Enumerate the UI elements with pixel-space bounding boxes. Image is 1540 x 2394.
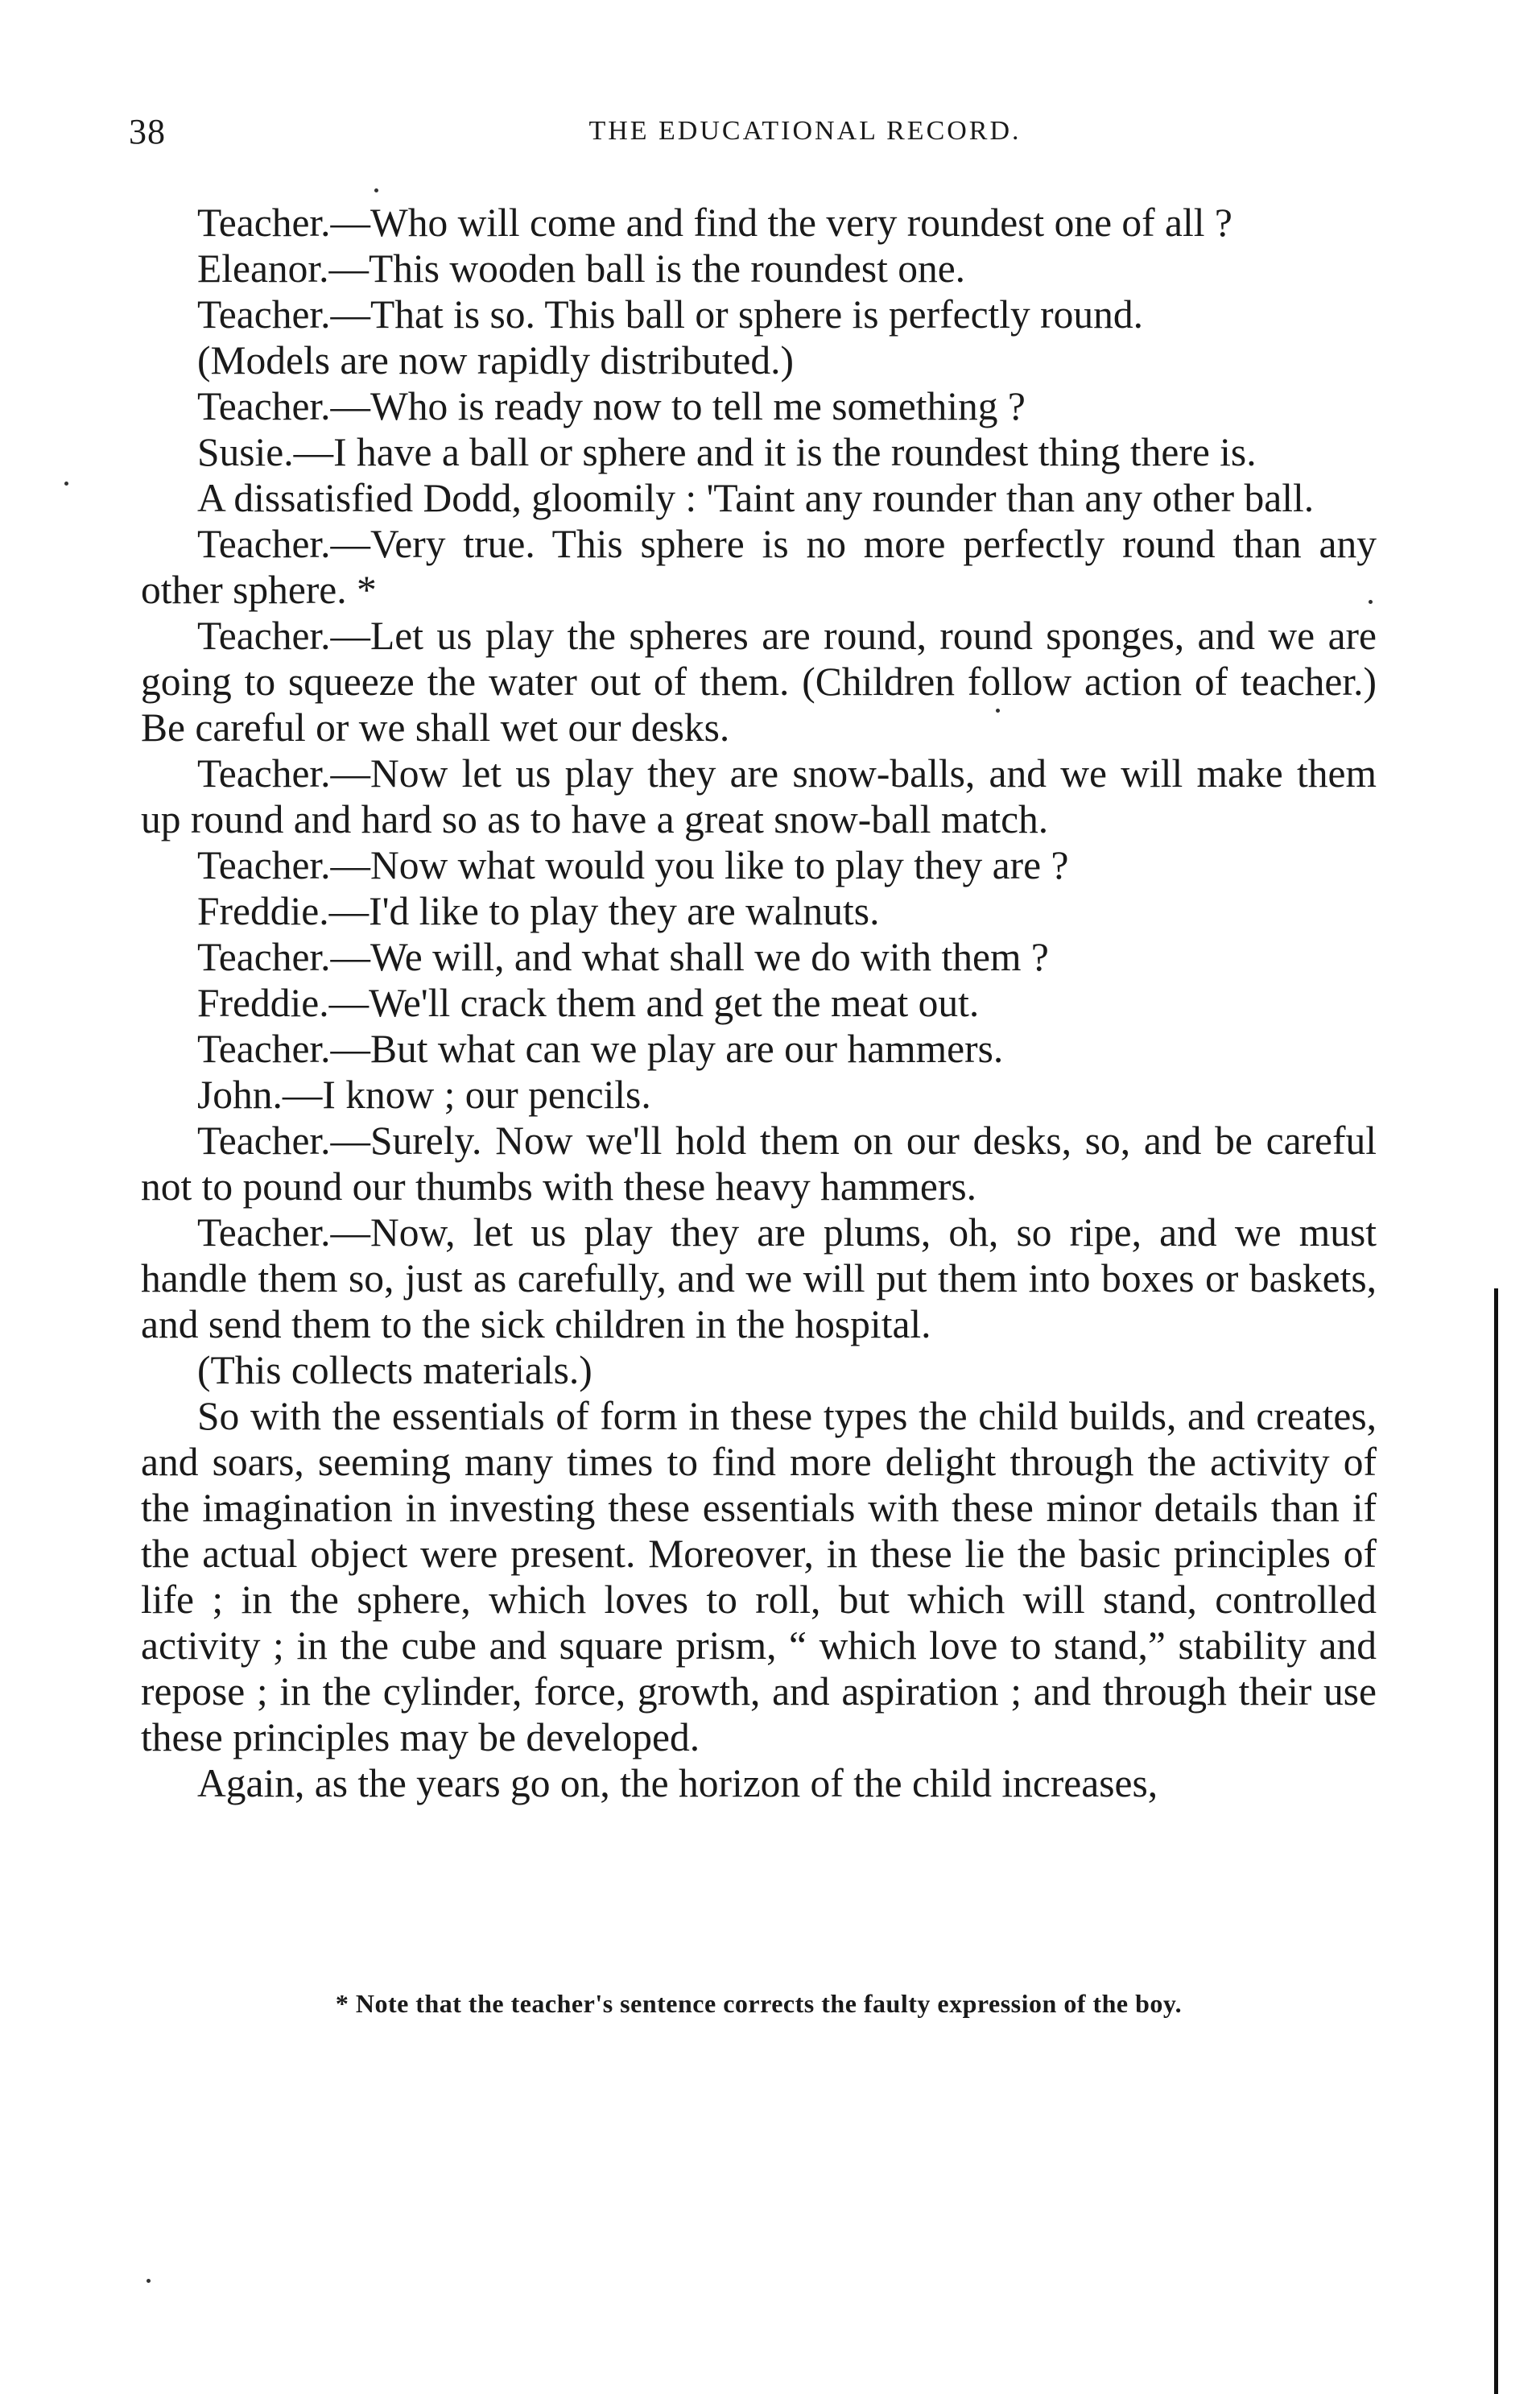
paragraph: So with the essentials of form in these types the child builds, and creates, and soars, seeming many times to find more delight through the activity of the imagination in investing these essentials with these minor details than if the actual object were present. Moreover, in these lie the basic principles of life ; in the sphere, which loves to roll, but which will stand, controlled activity ; in the cube and square prism, “ which love to stand,” stability and repose ; in the cylinder, force, growth, and aspiration ; and through their use these principles may be developed. bbox=[141, 1394, 1377, 1759]
paragraph: Susie.—I have a ball or sphere and it is the roundest thing there is. bbox=[197, 430, 1257, 474]
page-header bbox=[129, 111, 1385, 159]
paragraph: A dissatisfied Dodd, gloomily : 'Taint any rounder than any other ball. bbox=[197, 476, 1315, 520]
scan-speck bbox=[147, 2279, 151, 2283]
paragraph: Again, as the years go on, the horizon of the child increases, bbox=[197, 1761, 1158, 1805]
paragraph: Teacher.—Now let us play they are snow-balls, and we will make them up round and hard so as to have a great snow-ball match. bbox=[141, 751, 1377, 841]
scan-speck bbox=[374, 188, 378, 192]
page-number: 38 bbox=[129, 112, 166, 151]
paragraph: Teacher.—Now, let us play they are plums, oh, so ripe, and we must handle them so, just as carefully, and we will put them into boxes or baskets, and send them to the sick children in the hospital. bbox=[141, 1210, 1377, 1346]
paragraph: Teacher.—But what can we play are our hammers. bbox=[197, 1027, 1004, 1071]
paragraph: Freddie.—We'll crack them and get the meat out. bbox=[197, 981, 980, 1025]
scan-speck bbox=[64, 482, 68, 486]
scan-speck bbox=[996, 709, 1000, 713]
paragraph: John.—I know ; our pencils. bbox=[197, 1073, 651, 1117]
paragraph: Freddie.—I'd like to play they are walnuts. bbox=[197, 889, 880, 933]
body-text bbox=[141, 200, 1377, 1806]
paragraph: Teacher.—Let us play the spheres are round, round sponges, and we are going to squeeze the water out of them. (Children follow action of teacher.) Be careful or we shall wet our desks. bbox=[141, 614, 1377, 750]
paragraph: Teacher.—Who will come and find the very roundest one of all ? bbox=[197, 201, 1232, 245]
paragraph: Teacher.—Surely. Now we'll hold them on our desks, so, and be careful not to pound our thumbs with these heavy hammers. bbox=[141, 1118, 1377, 1209]
paragraph: Eleanor.—This wooden ball is the roundest one. bbox=[197, 246, 966, 291]
paragraph: Teacher.—Who is ready now to tell me something ? bbox=[197, 384, 1026, 428]
paragraph: (Models are now rapidly distributed.) bbox=[197, 338, 794, 382]
scan-edge-line bbox=[1494, 1288, 1498, 2394]
paragraph: (This collects materials.) bbox=[197, 1348, 592, 1392]
paragraph: Teacher.—Now what would you like to play they are ? bbox=[197, 843, 1069, 887]
footnote: * Note that the teacher's sentence corrects the faulty expression of the boy. bbox=[335, 1989, 1183, 2018]
running-head: THE EDUCATIONAL RECORD. bbox=[588, 116, 1022, 146]
scan-speck bbox=[1369, 600, 1373, 604]
paragraph: Teacher.—Very true. This sphere is no more perfectly round than any other sphere. * bbox=[141, 522, 1377, 612]
paragraph: Teacher.—We will, and what shall we do with them ? bbox=[197, 935, 1049, 979]
paragraph: Teacher.—That is so. This ball or sphere is perfectly round. bbox=[197, 292, 1144, 337]
